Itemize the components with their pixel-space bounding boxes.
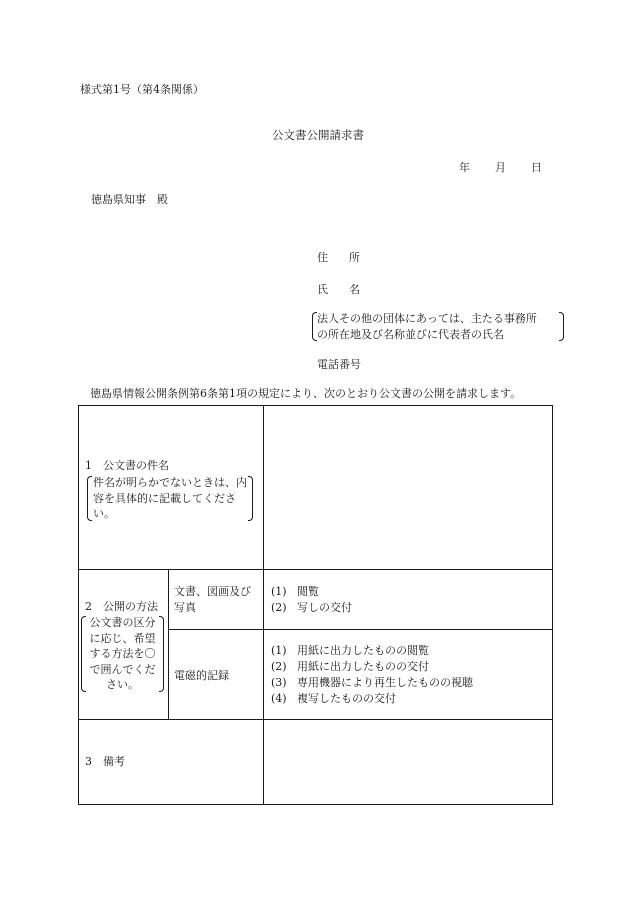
name-label-char-1: 氏 [317,283,328,296]
table-rule-1 [79,569,552,570]
option-text: 専用機器により再生したものの視聴 [297,676,473,689]
disclosure-method-label: 2 公開の方法 [85,600,158,613]
electronic-option-4[interactable] [271,691,473,707]
electronic-options [271,643,473,707]
date-year-label: 年 [459,161,470,174]
option-text: 用紙に出力したものの閲覧 [297,644,429,657]
organization-note [312,311,564,342]
option-number: (2) [271,601,287,614]
option-number: (3) [271,676,287,689]
table-rule-2 [79,719,552,720]
option-number: (2) [271,660,287,673]
organization-note-line-2: の所在地及び名称並びに代表者の氏名 [317,327,504,341]
date-month-label: 月 [495,161,506,174]
documents-options [271,584,352,616]
electronic-record-label: 電磁的記録 [174,669,229,682]
option-text: 閲覧 [297,585,319,598]
electronic-option-3[interactable] [271,675,473,691]
phone-label: 電話番号 [317,358,361,371]
documents-category-line-2: 写真 [174,601,196,614]
option-number: (1) [271,644,287,657]
organization-note-line-1: 法人その他の団体にあっては、主たる事務所 [317,312,537,325]
date-day-label: 日 [531,161,542,174]
document-title: 公文書公開請求書 [272,128,364,142]
request-form-table [78,405,553,805]
applicant-address-label [317,249,360,265]
option-text: 用紙に出力したものの交付 [297,660,429,673]
option-number: (4) [271,692,287,705]
option-text: 複写したものの交付 [297,692,396,705]
table-rule-method [168,629,552,630]
applicant-name-label [317,281,360,297]
remarks-label: 3 備考 [85,755,125,768]
name-label-char-2: 名 [349,283,360,296]
request-sentence: 徳島県情報公開条例第6条第1項の規定により、次のとおり公文書の公開を請求します。 [90,387,522,400]
address-label-char-2: 所 [349,251,360,264]
table-divider-main [263,406,264,804]
documents-option-1[interactable] [271,584,352,600]
date-line [459,159,542,175]
documents-category-label [174,584,251,616]
form-number: 様式第1号（第4条関係） [80,83,204,96]
subject-label: 1 公文書の件名 [85,459,169,472]
option-number: (1) [271,585,287,598]
documents-category-line-1: 文書、図画及び [174,585,251,598]
table-divider-method [168,569,169,719]
option-text: 写しの交付 [297,601,352,614]
subject-note: 件名が明らかでないときは、内容を具体的に記載してください。 [87,475,253,522]
address-label-char-1: 住 [317,251,328,264]
addressee: 徳島県知事 殿 [91,193,168,206]
electronic-option-2[interactable] [271,659,473,675]
disclosure-method-note: 公文書の区分に応じ、希望する方法を〇で囲んでください。 [81,615,164,693]
electronic-option-1[interactable] [271,643,473,659]
documents-option-2[interactable] [271,600,352,616]
